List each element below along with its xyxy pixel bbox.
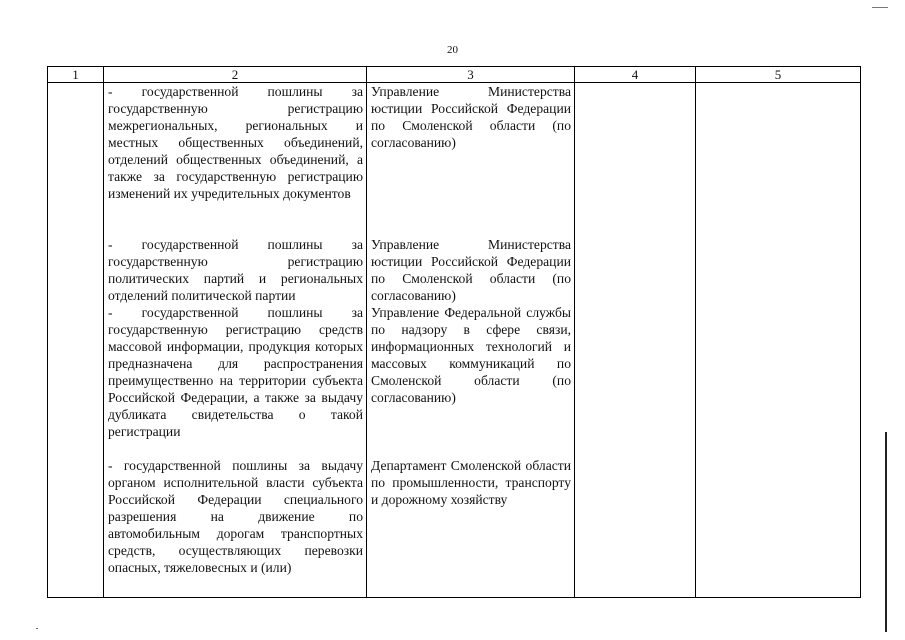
column-header-3: 3 xyxy=(367,67,575,83)
authority-text: Управление Министерства юстиции Российской Федерации по Смоленской области (по согласованию) xyxy=(371,84,571,150)
scan-artifact-top xyxy=(872,7,888,8)
item-text: - государственной пошлины за государственную регистрацию межрегиональных, региональных и местных общественных объединений, отделений общественных объединений, а также за государственную регистрацию изменений их учредительных документов xyxy=(108,84,363,201)
authority-text: Управление Федеральной службы по надзору в сфере связи, информационных технологий и массовых коммуникаций по Смоленской области (по согласованию) xyxy=(371,305,571,405)
cell-column-5 xyxy=(696,83,861,598)
item-text: - государственной пошлины за выдачу органом исполнительной власти субъекта Российской Федерации специального разрешения на движение по автомобильным дорогам транспортных средств, осуществляющих перевозки опасных, тяжеловесных и (или) xyxy=(108,458,363,575)
column-header-2: 2 xyxy=(104,67,367,83)
cell-column-4 xyxy=(575,83,696,598)
scan-artifact-dot xyxy=(36,628,38,629)
cell-authorities xyxy=(367,83,575,598)
column-header-4: 4 xyxy=(575,67,696,83)
cell-items xyxy=(104,83,367,598)
authority-text: Управление Министерства юстиции Российской Федерации по Смоленской области (по согласованию) xyxy=(371,237,571,303)
table-row xyxy=(48,83,861,598)
column-header-1: 1 xyxy=(48,67,104,83)
scan-artifact-right-edge xyxy=(885,432,887,632)
table-header-row xyxy=(48,67,861,83)
authority-text: Департамент Смоленской области по промышленности, транспорту и дорожному хозяйству xyxy=(371,458,571,507)
document-table xyxy=(47,66,861,598)
page-number: 20 xyxy=(447,44,458,56)
column-header-5: 5 xyxy=(696,67,861,83)
cell-number xyxy=(48,83,104,598)
item-text: - государственной пошлины за государственную регистрацию политических партий и региональных отделений политической партии xyxy=(108,237,363,303)
item-text: - государственной пошлины за государственную регистрацию средств массовой информации, продукция которых предназначена для распространения преимущественно на территории субъекта Российской Федерации, а также за выдачу дубликата свидетельства о такой регистрации xyxy=(108,305,363,439)
